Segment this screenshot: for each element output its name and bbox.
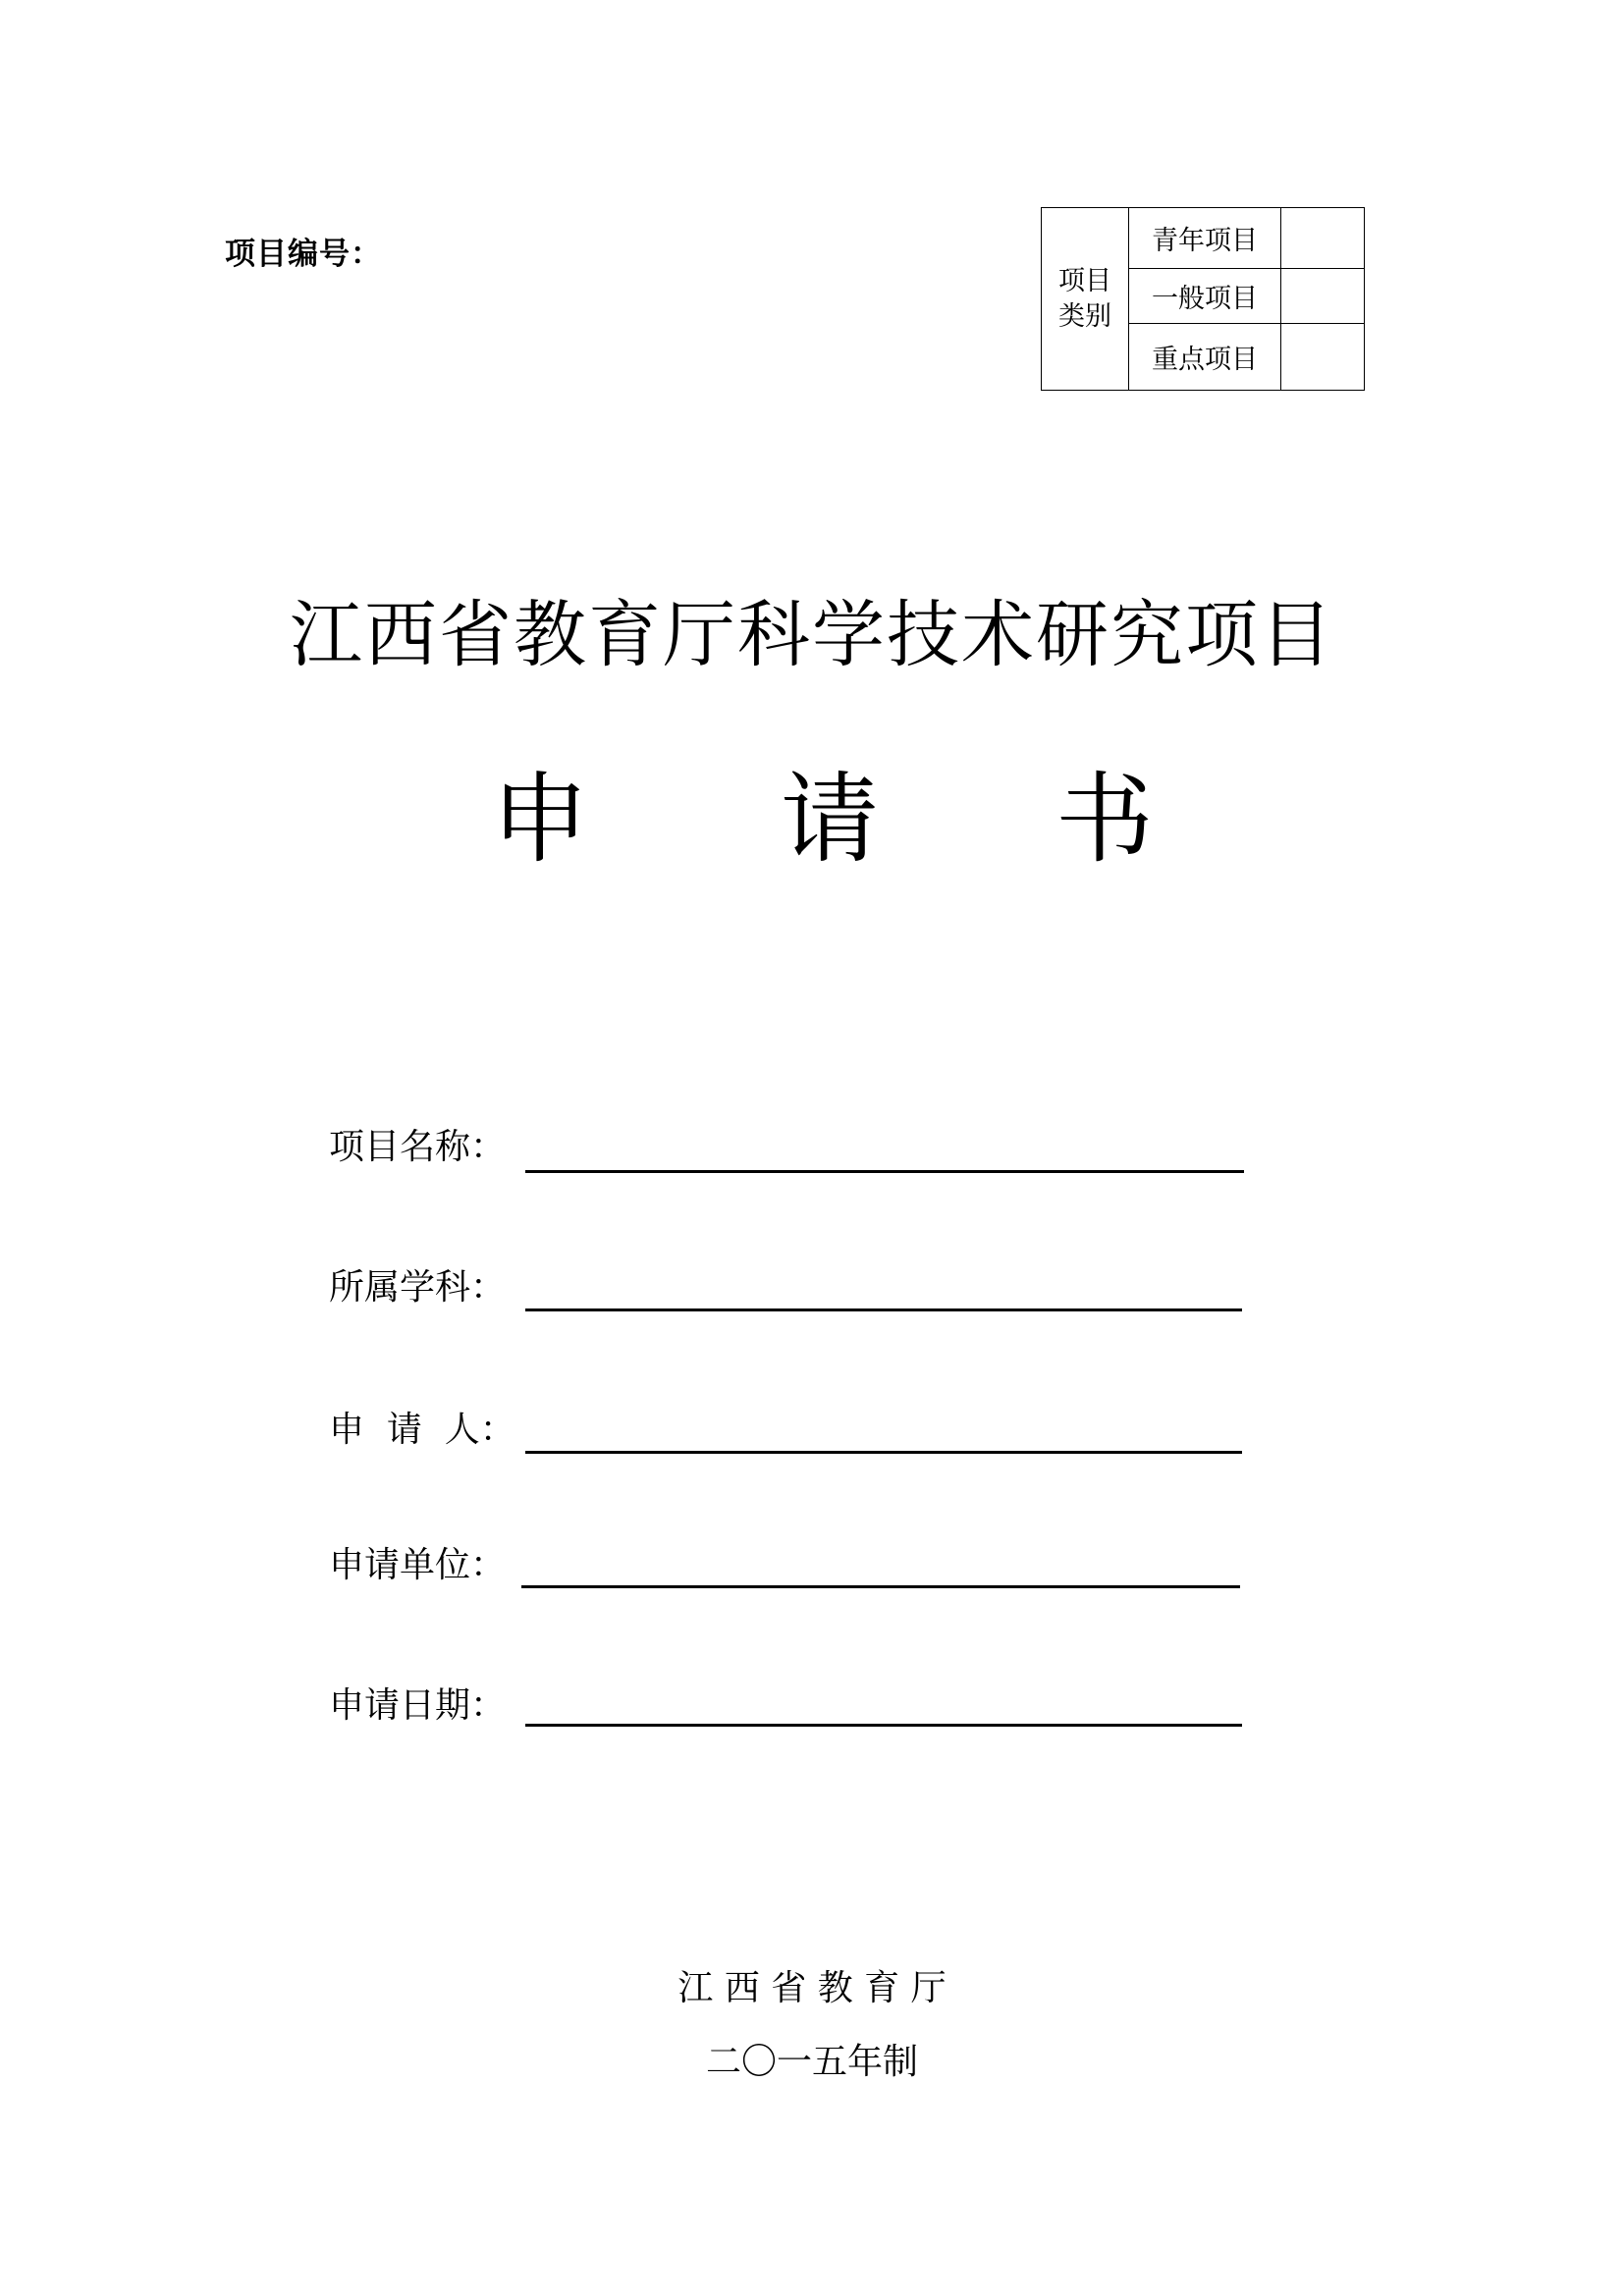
- field-label-subject: 所属学科：: [329, 1267, 507, 1308]
- category-heading-line1: 项目: [1058, 265, 1111, 296]
- category-general-checkbox[interactable]: [1281, 269, 1365, 324]
- subtitle-char-2: 请: [781, 762, 879, 877]
- category-key-checkbox[interactable]: [1281, 324, 1365, 391]
- document-subtitle: [0, 762, 1624, 877]
- document-title: 江西省教育厅科学技术研究项目: [290, 593, 1334, 677]
- subtitle-char-3: 书: [1056, 762, 1154, 877]
- subtitle-char-1: 申: [491, 762, 589, 877]
- field-label-applicant: 申 请 人：: [329, 1410, 515, 1450]
- field-line-applicant[interactable]: [525, 1451, 1242, 1454]
- field-line-applicant-unit[interactable]: [521, 1585, 1240, 1588]
- footer-issuer: 江 西 省 教 育 厅: [677, 1968, 947, 2008]
- field-line-subject[interactable]: [525, 1308, 1242, 1311]
- project-category-table: [1041, 207, 1365, 391]
- field-line-application-date[interactable]: [525, 1724, 1242, 1727]
- category-general-label: 一般项目: [1129, 269, 1281, 324]
- category-key-label: 重点项目: [1129, 324, 1281, 391]
- category-youth-checkbox[interactable]: [1281, 208, 1365, 269]
- project-number-label: 项目编号：: [225, 237, 382, 272]
- field-label-applicant-unit: 申请单位：: [329, 1545, 507, 1585]
- field-line-project-name[interactable]: [525, 1170, 1244, 1173]
- footer-year-made: 二〇一五年制: [705, 2042, 918, 2082]
- category-heading-line2: 类别: [1058, 300, 1111, 332]
- field-label-project-name: 项目名称：: [329, 1127, 507, 1167]
- category-heading: [1042, 208, 1129, 391]
- field-label-application-date: 申请日期：: [329, 1685, 507, 1726]
- category-youth-label: 青年项目: [1129, 208, 1281, 269]
